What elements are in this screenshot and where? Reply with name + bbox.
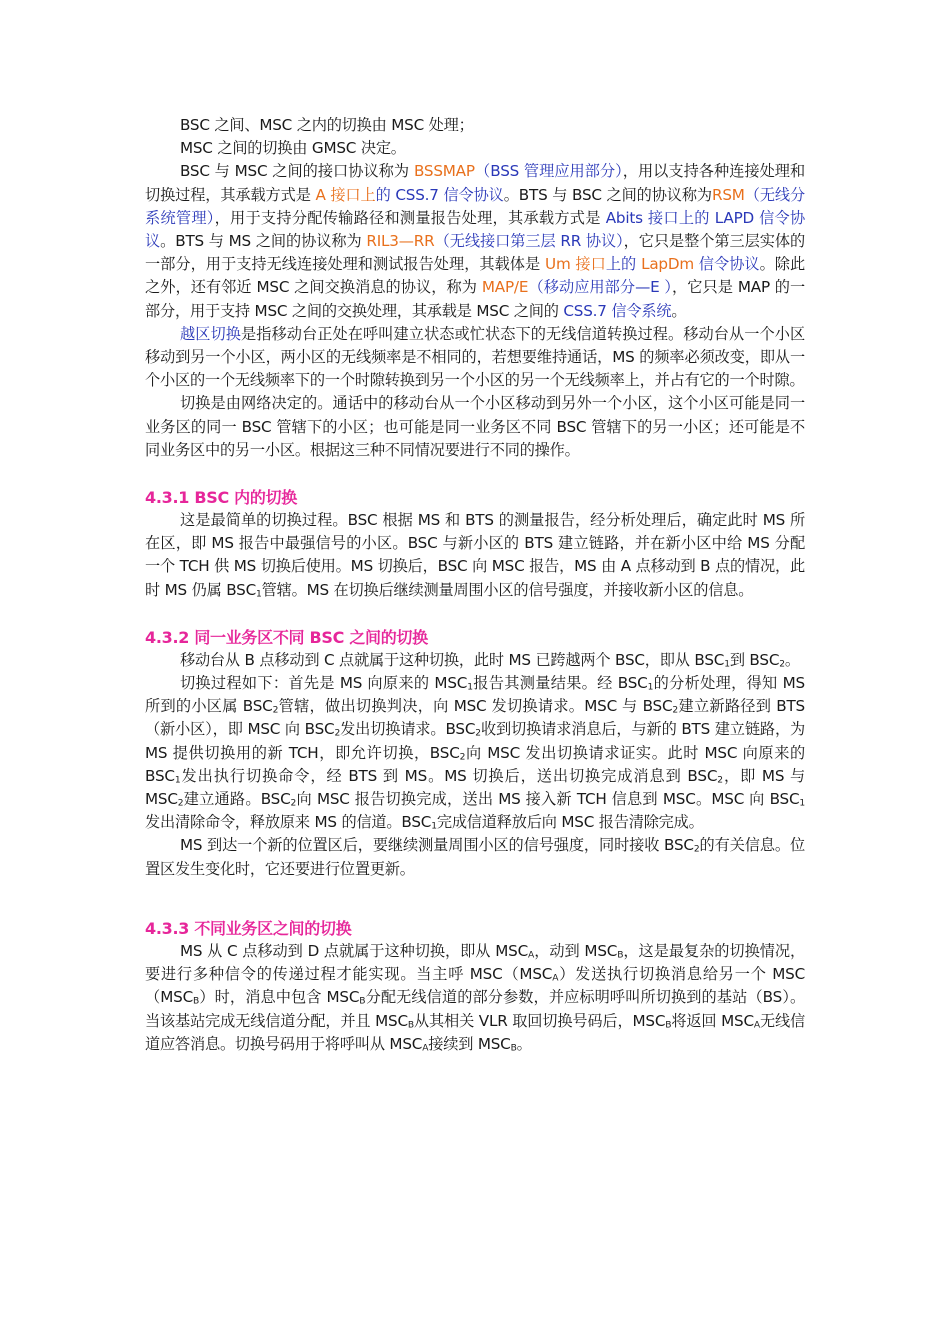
section-heading-4-3-2: 4.3.2 同一业务区不同 BSC 之间的切换 bbox=[145, 627, 428, 647]
paragraph-intra-bsc: 这是最简单的切换过程。BSC 根据 MS 和 BTS 的测量报告，经分析处理后，确定此时 MS 所在区，即 MS 报告中最强信号的小区。BSC 与新小区的 BTS 建立链路，并在新小区中给 MS 分配一个 TCH 供 MS 切换后使用。MS 切换后，BSC 向 MSC 报告，MS 由 A 点移动到 B 点的情况，此时 MS 仍属 $BSC_1$管辖。MS 在切换后继续测量周围小区的信号强度，并接收新小区的信息。 bbox=[145, 511, 805, 600]
paragraph-inter-msc: MS 从 C 点移动到 D 点就属于这种切换，即从 $MSC_A$，动到 $MSC_B$，这是最复杂的切换情况，要进行多种信令的传递过程才能实现。当主呼 $MSC(MSC_A)$发送执行切换消息给另一个 $MSC(MSC_B)$时，消息中包含 $MSC_B$分配无线信道的部分参数，并应标明呼叫所切换到的基站（BS）。当该基站完成无线信道分配，并且 $MSC_B$从其相关 VLR 取回切换号码后，$MSC_B$将返回 $MSC_A$无线信道应答消息。切换号码用于将呼叫从 $MSC_A$接续到 $MSC_B$。 bbox=[145, 941, 805, 1054]
paragraph-handover-network: 切换是由网络决定的。通话中的移动台从一个小区移动到另外一个小区，这个小区可能是同一业务区的同一 BSC 管辖下的小区；也可能是同一业务区不同 BSC 管辖下的另一小区；还可能是不同业务区中的另一小区。根据这三种不同情况要进行不同的操作。 bbox=[145, 394, 805, 459]
section-heading-4-3-3: 4.3.3 不同业务区之间的切换 bbox=[145, 918, 352, 938]
paragraph-interface-protocols: BSC 与 MSC 之间的接口协议称为 BSSMAP（BSS 管理应用部分），用以支持各种连接处理和切换过程，其承载方式是 A 接口上的 CSS.7 信令协议。BTS 与 BSC 之间的协议称为RSM（无线分系统管理），用于支持分配传输路径和测量报告处理，其承载方式是 Abits 接口上的 LAPD 信令协议。BTS 与 MS 之间的协议称为 RIL3—RR（无线接口第三层 RR 协议），它只是整个第三层实体的一部分，用于支持无线连接处理和测试报告处理，其载体是 Um 接口上的 LapDm 信令协议。除此之外，还有邻近 MSC 之间交换消息的协议，称为 MAP/E（移动应用部分—E ），它只是 MAP 的一部分，用于支持 MSC 之间的交换处理，其承载是 MSC 之间的 CSS.7 信令系统。 bbox=[145, 162, 806, 320]
paragraph-inter-bsc-process: 切换过程如下：首先是 MS 向原来的 $MSC_1$报告其测量结果。经 $BSC_1$的分析处理，得知 MS 所到的小区属 $BSC_2$管辖，做出切换判决，向 MSC 发切换请求。MSC 与 $BSC_2$建立新路径到 BTS（新小区），即 MSC 向 $BSC_2$发出切换请求。$BSC_2$收到切换请求消息后，与新的 BTS 建立链路，为 MS 提供切换用的新 TCH，即允许切换，$BSC_2$向 MSC 发出切换请求证实。此时 MSC 向原来的 $BSC_1$发出执行切换命令，经 BTS 到 MS。MS 切换后，送出切换完成消息到 $BSC_2$，即 MS 与 $MSC_2$建立通路。$BSC_2$向 MSC 报告切换完成，送出 MS 接入新 TCH 信息到 MSC。MSC 向 $BSC_1$发出清除命令，释放原来 MS 的信道。$BSC_1$完成信道释放后向 MSC 报告清除完成。 bbox=[145, 674, 805, 832]
paragraph-handover-definition: 越区切换是指移动台正处在呼叫建立状态或忙状态下的无线信道转换过程。移动台从一个小区移动到另一个小区，两小区的无线频率是不相同的，若想要维持通话，MS 的频率必须改变，即从一个小区的一个无线频率下的一个时隙转换到另一个小区的另一个无线频率上，并占有它的一个时隙。 bbox=[145, 324, 805, 390]
paragraph-location-update: MS 到达一个新的位置区后，要继续测量周围小区的信号强度，同时接收 $BSC_2$的有关信息。位置区发生变化时，它还要进行位置更新。 bbox=[145, 836, 805, 878]
document-page bbox=[145, 114, 805, 1056]
paragraph-inter-bsc-intro: 移动台从 B 点移动到 C 点就属于这种切换，此时 MS 已跨越两个 BSC，即从 $BSC_1$到 $BSC_2$。 bbox=[179, 650, 800, 670]
section-heading-4-3-1: 4.3.1 BSC 内的切换 bbox=[145, 488, 297, 508]
paragraph-gmsc: MSC 之间的切换由 GMSC 决定。 bbox=[179, 139, 406, 158]
paragraph-bsc-msc-handling: BSC 之间、MSC 之内的切换由 MSC 处理； bbox=[179, 116, 474, 134]
